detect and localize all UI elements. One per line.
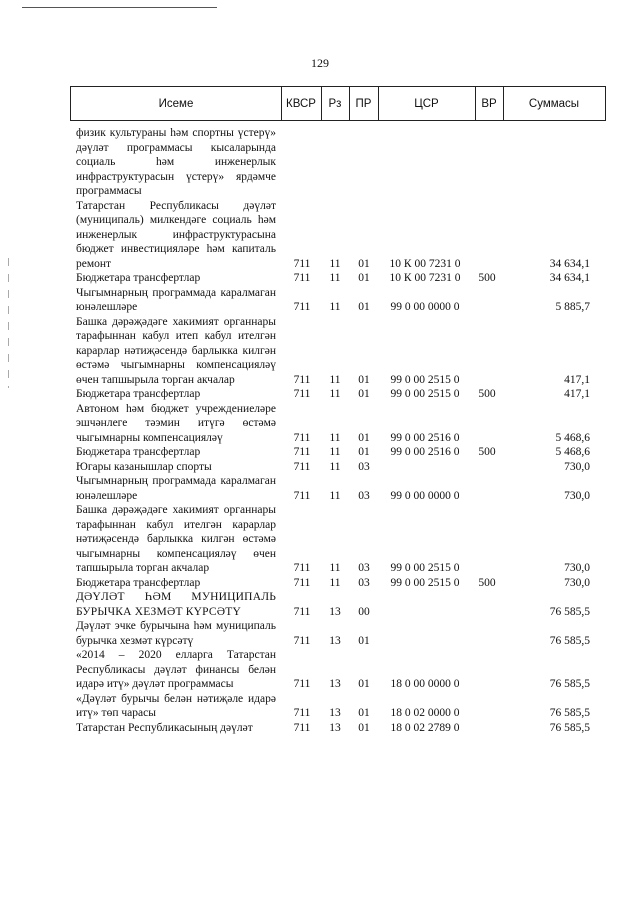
table-row xyxy=(0,721,640,736)
header-name: Исеме xyxy=(71,87,282,120)
row-pr: 01 xyxy=(358,634,370,647)
row-csr: 99 0 00 2515 0 xyxy=(390,562,460,574)
row-kvsr: 711 xyxy=(293,431,311,444)
table-row xyxy=(0,199,640,272)
row-name: Чыгымнарның программада каралмаган юнәлешләре xyxy=(76,286,276,313)
row-name: «2014 – 2020 елларга Татарстан Республикасы дәүләт финансы белән идарә итү» дәүләт программасы xyxy=(76,649,276,690)
row-csr: 18 0 00 0000 0 xyxy=(390,678,460,690)
row-pr: 01 xyxy=(358,257,370,270)
table-row xyxy=(0,271,640,286)
row-pr: 03 xyxy=(358,576,370,589)
row-csr: 99 0 00 0000 0 xyxy=(390,301,460,313)
table-row xyxy=(0,315,640,388)
row-pr: 01 xyxy=(358,431,370,444)
row-rz: 13 xyxy=(329,634,341,647)
row-name: ДӘҮЛӘТ ҺӘМ МУНИЦИПАЛЬ БУРЫЧКА ХЕЗМӘТ КҮРСӘТҮ xyxy=(76,591,276,618)
row-kvsr: 711 xyxy=(293,707,311,719)
row-csr: 18 0 02 2789 0 xyxy=(390,721,460,734)
row-kvsr: 711 xyxy=(293,272,311,284)
row-name: Бюджетара трансфертлар xyxy=(76,446,201,458)
row-name: Бюджетара трансфертлар xyxy=(76,576,201,589)
row-name: Дәүләт эчке бурычына һәм муниципаль бурычка хезмәт күрсәтү xyxy=(76,620,276,647)
row-rz: 11 xyxy=(329,272,341,284)
row-kvsr: 711 xyxy=(293,373,311,386)
table-row xyxy=(0,387,640,402)
row-sum: 5 468,6 xyxy=(555,431,590,444)
row-sum: 76 585,5 xyxy=(549,634,590,647)
table-row xyxy=(0,460,640,475)
row-csr: 99 0 00 2516 0 xyxy=(390,431,460,444)
row-name: «Дәүләт бурычы белән нәтиҗәле идарә итү» төп чарасы xyxy=(76,692,276,719)
row-csr: 99 0 00 2516 0 xyxy=(390,446,460,458)
row-rz: 13 xyxy=(329,721,341,734)
table-row xyxy=(0,503,640,576)
table-row xyxy=(0,590,640,619)
row-kvsr: 711 xyxy=(293,388,311,400)
row-csr: 99 0 00 0000 0 xyxy=(390,489,460,502)
row-csr: 99 0 00 2515 0 xyxy=(390,388,460,400)
table-row xyxy=(0,445,640,460)
row-sum: 5 885,7 xyxy=(555,301,590,313)
row-sum: 34 634,1 xyxy=(549,272,590,284)
row-csr: 99 0 00 2515 0 xyxy=(390,576,460,589)
row-sum: 730,0 xyxy=(564,562,590,574)
table-row xyxy=(0,286,640,315)
row-sum: 76 585,5 xyxy=(549,678,590,690)
row-rz: 11 xyxy=(329,388,341,400)
row-pr: 03 xyxy=(358,489,370,502)
row-pr: 01 xyxy=(358,388,370,400)
row-kvsr: 711 xyxy=(293,605,311,618)
row-kvsr: 711 xyxy=(293,301,311,313)
row-sum: 730,0 xyxy=(564,576,590,589)
row-vr: 500 xyxy=(478,388,496,400)
header-kvsr: КВСР xyxy=(281,87,322,120)
table-row xyxy=(0,576,640,591)
row-rz: 13 xyxy=(329,707,341,719)
row-csr: 18 0 02 0000 0 xyxy=(390,707,460,719)
row-csr: 99 0 00 2515 0 xyxy=(390,373,460,386)
header-rz: Рз xyxy=(321,87,350,120)
row-sum: 76 585,5 xyxy=(549,721,590,734)
row-sum: 730,0 xyxy=(564,489,590,502)
row-sum: 5 468,6 xyxy=(555,446,590,458)
row-rz: 11 xyxy=(329,431,341,444)
table-row xyxy=(0,648,640,692)
header-vr: ВР xyxy=(475,87,504,120)
row-name: Башка дәрәҗәдәге хакимият органнары тарафыннан кабул ителгән карарлар нәтиҗәсендә барлыкка килгән өстәмә чыгымнарны компенсацияләү өчен тапшырыла торган акчалар xyxy=(76,504,276,574)
table-body xyxy=(0,126,640,735)
row-name: Бюджетара трансфертлар xyxy=(76,388,201,400)
row-pr: 01 xyxy=(358,678,370,690)
row-name: Татарстан Республикасының дәүләт xyxy=(76,721,253,734)
row-pr: 00 xyxy=(358,605,370,618)
row-pr: 03 xyxy=(358,460,370,473)
row-name: Автоном һәм бюджет учреждениеләре эшчәнлеге тәэмин итүгә өстәмә чыгымнарны компенсацияләү xyxy=(76,402,276,444)
row-rz: 11 xyxy=(329,373,341,386)
row-sum: 417,1 xyxy=(564,373,590,386)
row-rz: 11 xyxy=(329,301,341,313)
header-sum: Суммасы xyxy=(528,97,580,110)
row-pr: 01 xyxy=(358,721,370,734)
row-name: физик культураны һәм спортны үстерү» дәүләт программасы кысаларында социаль һәм инженерлык инфраструктурасын үстерү» ярдәмче программасы xyxy=(76,127,276,197)
row-rz: 11 xyxy=(329,257,341,270)
row-name: Чыгымнарның программада каралмаган юнәлешләре xyxy=(76,475,276,502)
row-pr: 01 xyxy=(358,446,370,458)
table-row xyxy=(0,692,640,721)
row-rz: 11 xyxy=(329,576,341,589)
row-rz: 11 xyxy=(329,446,341,458)
row-kvsr: 711 xyxy=(293,576,311,589)
row-kvsr: 711 xyxy=(293,446,311,458)
row-vr: 500 xyxy=(478,576,496,589)
row-kvsr: 711 xyxy=(293,489,311,502)
row-name: Башка дәрәҗәдәге хакимият органнары тарафыннан кабул итеп кабул ителгән карарлар нәтиҗәсендә барлыкка килгән өстәмә чыгымнарны компенсацияләү өчен тапшырыла торган акчалар xyxy=(76,315,276,386)
page-number: 129 xyxy=(311,56,329,70)
table-header xyxy=(70,86,606,121)
row-rz: 11 xyxy=(329,489,341,502)
table-row xyxy=(0,619,640,648)
row-pr: 01 xyxy=(358,272,370,284)
row-sum: 34 634,1 xyxy=(549,257,590,270)
row-pr: 01 xyxy=(358,373,370,386)
row-sum: 76 585,5 xyxy=(549,707,590,719)
table-row xyxy=(0,126,640,199)
row-rz: 13 xyxy=(329,678,341,690)
row-kvsr: 711 xyxy=(293,562,311,574)
row-csr: 10 К 00 7231 0 xyxy=(389,272,461,284)
row-rz: 11 xyxy=(329,460,341,473)
row-pr: 03 xyxy=(358,562,370,574)
row-rz: 11 xyxy=(329,562,341,574)
row-name: Татарстан Республикасы дәүләт (муниципаль) милкендәге социаль һәм инженерлык инфраструктурасына бюджет инвестицияләре һәм капиталь ремонт xyxy=(76,199,276,270)
header-csr: ЦСР xyxy=(378,87,476,120)
row-kvsr: 711 xyxy=(293,460,311,473)
row-kvsr: 711 xyxy=(293,721,311,734)
row-name: Югары казанышлар спорты xyxy=(76,460,212,473)
row-kvsr: 711 xyxy=(293,257,311,270)
row-csr: 10 К 00 7231 0 xyxy=(389,257,461,270)
table-row xyxy=(0,402,640,446)
row-rz: 13 xyxy=(329,605,341,618)
top-rule xyxy=(22,7,217,8)
row-pr: 01 xyxy=(358,707,370,719)
row-pr: 01 xyxy=(358,301,370,313)
row-sum: 730,0 xyxy=(564,460,590,473)
row-sum: 417,1 xyxy=(564,388,590,400)
row-vr: 500 xyxy=(478,272,496,284)
row-kvsr: 711 xyxy=(293,634,311,647)
row-kvsr: 711 xyxy=(293,678,311,690)
row-name: Бюджетара трансфертлар xyxy=(76,272,201,284)
row-sum: 76 585,5 xyxy=(549,605,590,618)
table-row xyxy=(0,474,640,503)
header-pr: ПР xyxy=(349,87,379,120)
row-vr: 500 xyxy=(478,446,496,458)
